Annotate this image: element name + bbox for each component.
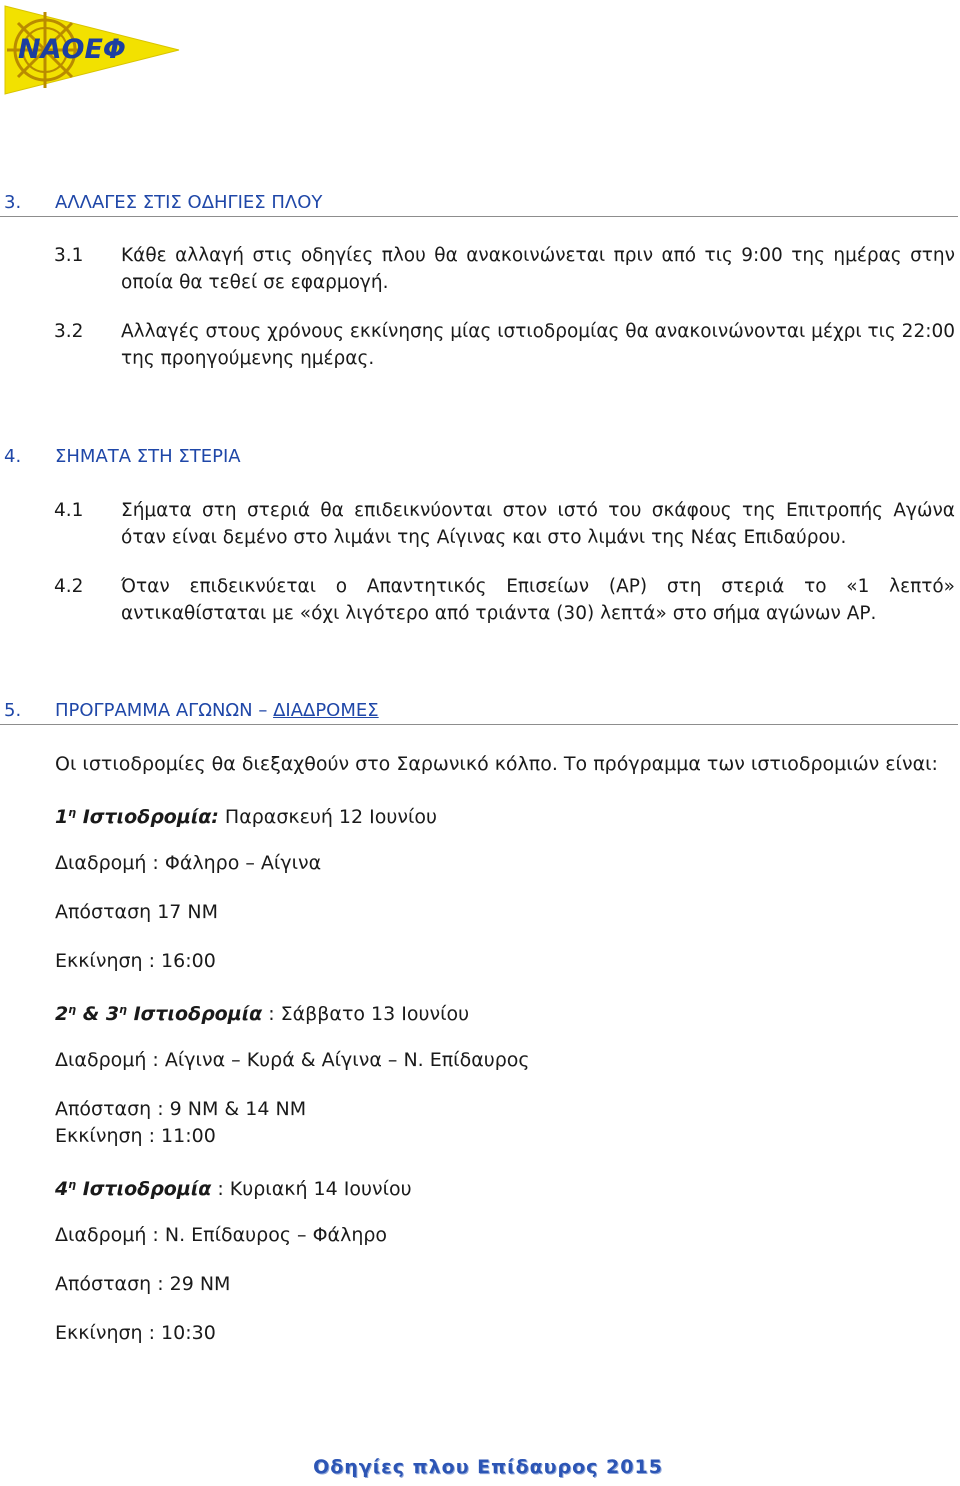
ordinal-suffix: η <box>68 1178 77 1191</box>
paragraph-number: 3.2 <box>54 321 84 342</box>
naoef-logo <box>3 4 181 96</box>
race-number: 4 <box>55 1178 69 1200</box>
paragraph-text: Όταν επιδεικνύεται ο Απαντητικός Επισείων (ΑΡ) στη στεριά το «1 λεπτό» αντικαθίσταται με «όχι λιγότερο από τριάντα (30) λεπτά» στο σήμα αγώνων ΑΡ. <box>121 576 955 624</box>
race-2-3-start: Εκκίνηση : 11:00 <box>55 1125 216 1147</box>
section-number: 5. <box>4 700 22 721</box>
logo-text: ΝΑΟΕΦ <box>18 34 126 65</box>
section-title: ΑΛΛΑΓΕΣ ΣΤΙΣ ΟΔΗΓΙΕΣ ΠΛΟΥ <box>55 192 323 213</box>
race-1-distance: Απόσταση 17 ΝΜ <box>55 901 219 923</box>
race-date: : Κυριακή 14 Ιουνίου <box>211 1178 412 1200</box>
race-1-route: Διαδρομή : Φάληρο – Αίγινα <box>55 852 322 874</box>
paragraph-number: 4.1 <box>54 500 84 521</box>
paragraph-number: 4.2 <box>54 576 84 597</box>
footer-banner: Οδηγίες πλου Επίδαυρος 2015 <box>313 1456 663 1478</box>
section-title-part: ΠΡΟΓΡΑΜΜΑ ΑΓΩΝΩΝ – <box>55 700 274 721</box>
ordinal-suffix: η <box>119 1003 127 1016</box>
section-5-heading <box>0 700 958 725</box>
race-4-start: Εκκίνηση : 10:30 <box>55 1322 216 1344</box>
paragraph-text: Αλλαγές στους χρόνους εκκίνησης μίας ιστιοδρομίας θα ανακοινώνονται μέχρι τις 22:00 της προηγούμενης ημέρας. <box>121 321 955 369</box>
section-number: 4. <box>4 446 22 467</box>
race-date: : Σάββατο 13 Ιουνίου <box>262 1003 470 1025</box>
race-4-distance: Απόσταση : 29 ΝΜ <box>55 1273 231 1295</box>
race-number-joined: & 3 <box>76 1003 120 1025</box>
race-1-heading <box>55 800 437 830</box>
ordinal-suffix: η <box>68 806 77 819</box>
race-label: Ιστιοδρομία <box>126 1003 263 1025</box>
section-4-heading <box>0 446 958 470</box>
section-number: 3. <box>4 192 22 213</box>
section-title <box>55 700 379 721</box>
race-2-3-distance: Απόσταση : 9 ΝΜ & 14 ΝΜ <box>55 1098 307 1120</box>
race-4-route: Διαδρομή : Ν. Επίδαυρος – Φάληρο <box>55 1224 388 1246</box>
race-2-3-route: Διαδρομή : Αίγινα – Κυρά & Αίγινα – Ν. Επίδαυρος <box>55 1049 530 1071</box>
race-number: 2 <box>55 1003 69 1025</box>
schedule-intro: Οι ιστιοδρομίες θα διεξαχθούν στο Σαρωνικό κόλπο. Το πρόγραμμα των ιστιοδρομιών είναι: <box>55 753 938 775</box>
section-title: ΣΗΜΑΤΑ ΣΤΗ ΣΤΕΡΙΑ <box>55 446 241 467</box>
race-label: Ιστιοδρομία <box>76 1178 212 1200</box>
race-date: Παρασκευή 12 Ιουνίου <box>218 806 438 828</box>
section-title-underlined: ΔΙΑΔΡΟΜΕΣ <box>273 700 379 721</box>
paragraph-number: 3.1 <box>54 245 84 266</box>
race-number: 1 <box>55 806 69 828</box>
ordinal-suffix: η <box>68 1003 77 1016</box>
race-4-heading <box>55 1172 412 1202</box>
race-label: Ιστιοδρομία: <box>76 806 219 828</box>
paragraph-text: Σήματα στη στεριά θα επιδεικνύονται στον ιστό του σκάφους της Επιτροπής Αγώνα όταν είναι δεμένο στο λιμάνι της Αίγινας και στο λιμάνι της Νέας Επιδαύρου. <box>121 500 955 548</box>
race-1-start: Εκκίνηση : 16:00 <box>55 950 216 972</box>
race-2-3-heading <box>55 997 469 1027</box>
paragraph-text: Κάθε αλλαγή στις οδηγίες πλου θα ανακοινώνεται πριν από τις 9:00 της ημέρας στην οποία θα τεθεί σε εφαρμογή. <box>121 245 955 293</box>
section-3-heading <box>0 192 958 217</box>
